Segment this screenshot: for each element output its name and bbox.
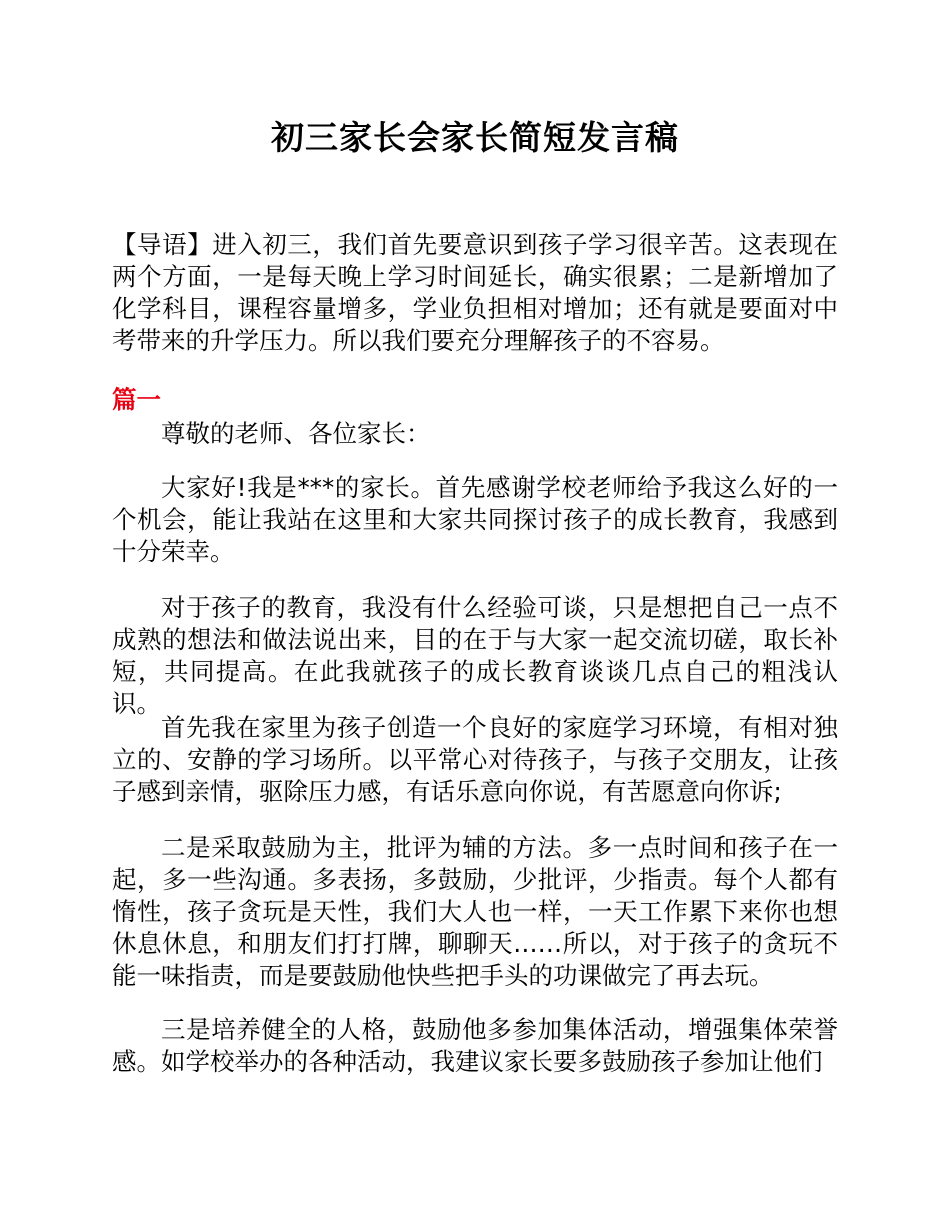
greeting-line: 尊敬的老师、各位家长： [161, 419, 431, 448]
intro-paragraph: 【导语】进入初三，我们首先要意识到孩子学习很辛苦。这表现在两个方面，一是每天晚上学习时间延长，确实很累；二是新增加了化学科目，课程容量增多，学业负担相对增加；还有就是要面对中考带来的升学压力。所以我们要充分理解孩子的不容易。 [112, 230, 838, 355]
body-paragraph-4: 二是采取鼓励为主，批评为辅的方法。多一点时间和孩子在一起，多一些沟通。多表扬，多鼓励，少批评，少指责。每个人都有惰性，孩子贪玩是天性，我们大人也一样，一天工作累下来你也想休息休息，和朋友们打打牌，聊聊天……所以，对于孩子的贪玩不能一味指责，而是要鼓励他快些把手头的功课做完了再去玩。 [112, 833, 838, 990]
body-paragraph-2: 对于孩子的教育，我没有什么经验可谈，只是想把自己一点不成熟的想法和做法说出来，目的在于与大家一起交流切磋，取长补短，共同提高。在此我就孩子的成长教育谈谈几点自己的粗浅认识。 [112, 593, 838, 718]
document-title: 初三家长会家长简短发言稿 [271, 118, 679, 157]
section-heading: 篇一 [112, 385, 161, 414]
body-paragraph-1: 大家好!我是***的家长。首先感谢学校老师给予我这么好的一个机会，能让我站在这里和大家共同探讨孩子的成长教育，我感到十分荣幸。 [112, 473, 838, 566]
body-paragraph-5: 三是培养健全的人格，鼓励他多参加集体活动，增强集体荣誉感。如学校举办的各种活动，我建议家长要多鼓励孩子参加让他们 [112, 1015, 838, 1076]
body-paragraph-3: 首先我在家里为孩子创造一个良好的家庭学习环境，有相对独立的、安静的学习场所。以平常心对待孩子，与孩子交朋友，让孩子感到亲情，驱除压力感，有话乐意向你说，有苦愿意向你诉; [112, 713, 838, 806]
